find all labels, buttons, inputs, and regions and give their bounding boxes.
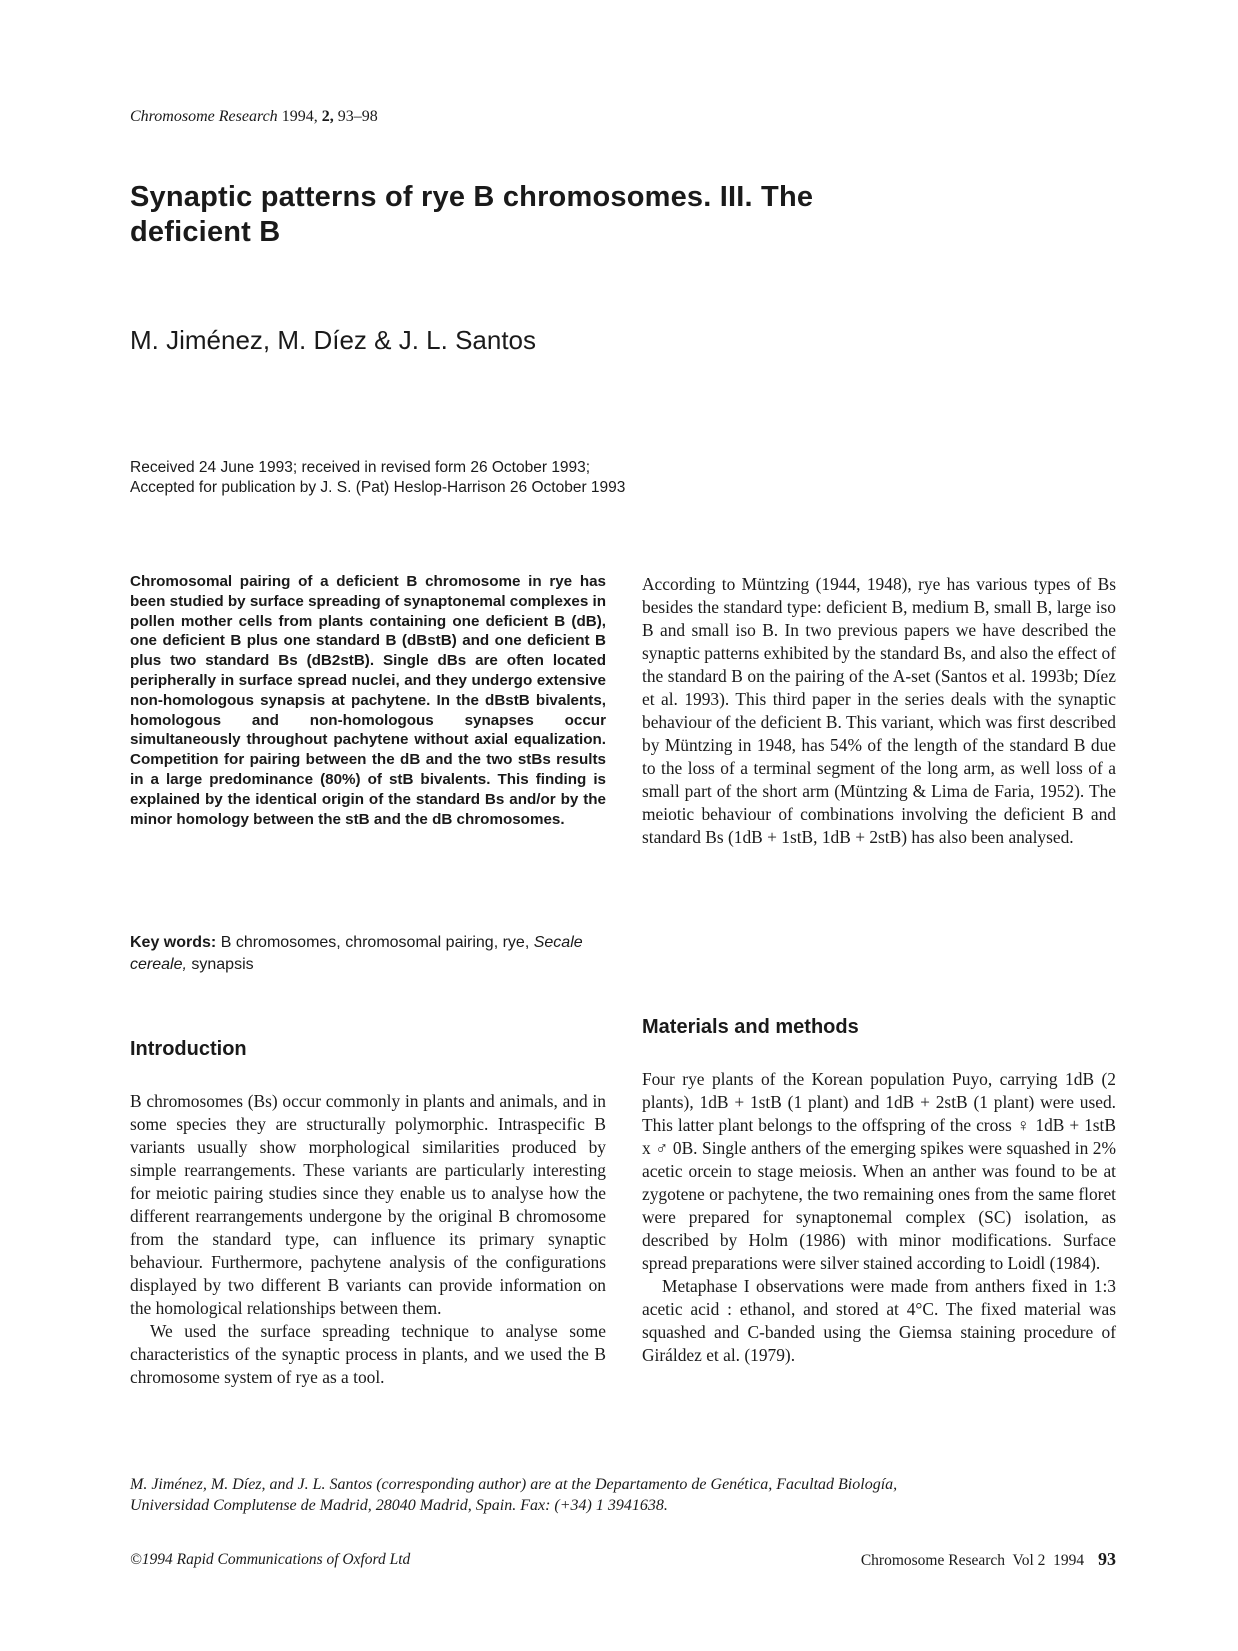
methods-paragraph-2: Metaphase I observations were made from anthers fixed in 1:3 acetic acid : ethanol, and stored at 4°C. The fixed material was squashed and C-banded using the Giemsa staining procedure of Giráldez et al. (1979). bbox=[642, 1276, 1116, 1365]
intro-continuation-paragraph: According to Müntzing (1944, 1948), rye has various types of Bs besides the standard type: deficient B, medium B, small B, large iso B and small iso B. In two previous papers we have described the synaptic patterns exhibited by the standard Bs, and also the effect of the standard B on the pairing of the A-set (Santos et al. 1993b; Díez et al. 1993). This third paper in the series deals with the synaptic behaviour of the deficient B. This variant, which was first described by Müntzing in 1948, has 54% of the length of the standard B due to the loss of a terminal segment of the long arm, as well loss of a small part of the short arm (Müntzing & Lima de Faria, 1952). The meiotic behaviour of combinations involving the deficient B and standard Bs (1dB + 1stB, 1dB + 2stB) has also been analysed. bbox=[642, 574, 1116, 847]
journal-volume: 2, bbox=[321, 108, 334, 125]
article-title: Synaptic patterns of rye B chromosomes. III. The deficient B bbox=[130, 181, 814, 248]
accepted-line: Accepted for publication by J. S. (Pat) Heslop-Harrison 26 October 1993 bbox=[130, 479, 626, 496]
keywords-label: Key words: bbox=[130, 934, 217, 951]
journal-name: Chromosome Research bbox=[130, 108, 278, 125]
right-intro-section bbox=[642, 573, 1116, 849]
introduction-paragraph-2: We used the surface spreading technique to analyse some characteristics of the synaptic process in plants, and we used the B chromosome system of rye as a tool. bbox=[130, 1321, 606, 1387]
journal-reference bbox=[130, 108, 378, 126]
keywords-terms: B chromosomes, chromosomal pairing, rye, bbox=[220, 934, 530, 951]
footer-journal-text: Chromosome Research Vol 2 1994 bbox=[860, 1552, 1085, 1569]
author-affiliation-footnote bbox=[130, 1474, 1110, 1516]
author-list: M. Jiménez, M. Díez & J. L. Santos bbox=[130, 325, 537, 355]
journal-year: 1994, bbox=[281, 108, 318, 125]
abstract: Chromosomal pairing of a deficient B chromosome in rye has been studied by surface spreading of synaptonemal complexes in pollen mother cells from plants containing one deficient B (dB), one deficient B plus one standard B (dBstB) and one deficient B plus two standard Bs (dB2stB). Single dBs are often located peripherally in surface spread nuclei, and they undergo extensive non-homologous synapsis at pachytene. In the dBstB bivalents, homologous and non-homologous synapses occur simultaneously throughout pachytene without axial equalization. Competition for pairing between the dB and the two stBs results in a large predominance (80%) of stB bivalents. This finding is explained by the identical origin of the standard Bs and/or by the minor homology between the stB and the dB chromosomes. bbox=[130, 573, 607, 828]
footer-journal-info bbox=[861, 1549, 1116, 1570]
received-line: Received 24 June 1993; received in revised form 26 October 1993; bbox=[130, 459, 591, 476]
introduction-section bbox=[130, 1090, 606, 1389]
methods-paragraph-1: Four rye plants of the Korean population Puyo, carrying 1dB (2 plants), 1dB + 1stB (1 plant) and 1dB + 2stB (1 plant) were used. This latter plant belongs to the offspring of the cross ♀ 1dB + 1stB x ♂ 0B. Single anthers of the emerging spikes were squashed in 2% acetic orcein to stage meiosis. When an anther was found to be at zygotene or pachytene, the two remaining ones from the same floret were prepared for synaptonemal complex (SC) isolation, as described by Holm (1986) with minor modifications. Surface spread preparations were silver stained according to Loidl (1984). bbox=[642, 1069, 1116, 1273]
footnote-line-1: M. Jiménez, M. Díez, and J. L. Santos (corresponding author) are at the Departamento de Genética, Facultad Biología, bbox=[130, 1476, 898, 1493]
received-dates bbox=[130, 458, 625, 498]
copyright-notice: ©1994 Rapid Communications of Oxford Ltd bbox=[130, 1551, 411, 1568]
introduction-heading: Introduction bbox=[130, 1038, 247, 1060]
introduction-paragraph-1: B chromosomes (Bs) occur commonly in plants and animals, and in some species they are structurally polymorphic. Intraspecific B variants usually show morphological similarities produced by simple rearrangements. These variants are particularly interesting for meiotic pairing studies since they enable us to analyse how the different rearrangements undergone by the original B chromosome from the standard type, can influence its primary synaptic behaviour. Furthermore, pachytene analysis of the configurations displayed by two different B variants can provide information on the homological relationships between them. bbox=[130, 1091, 606, 1318]
journal-pages: 93–98 bbox=[337, 108, 378, 125]
keywords bbox=[130, 932, 606, 976]
footnote-line-2: Universidad Complutense de Madrid, 28040 Madrid, Spain. Fax: (+34) 1 3941638. bbox=[130, 1497, 668, 1514]
methods-section bbox=[642, 1068, 1116, 1367]
keywords-last: synapsis bbox=[191, 956, 254, 973]
keywords-species: Secale cereale, bbox=[130, 934, 583, 973]
page-number: 93 bbox=[1098, 1549, 1116, 1569]
methods-heading: Materials and methods bbox=[642, 1016, 859, 1038]
